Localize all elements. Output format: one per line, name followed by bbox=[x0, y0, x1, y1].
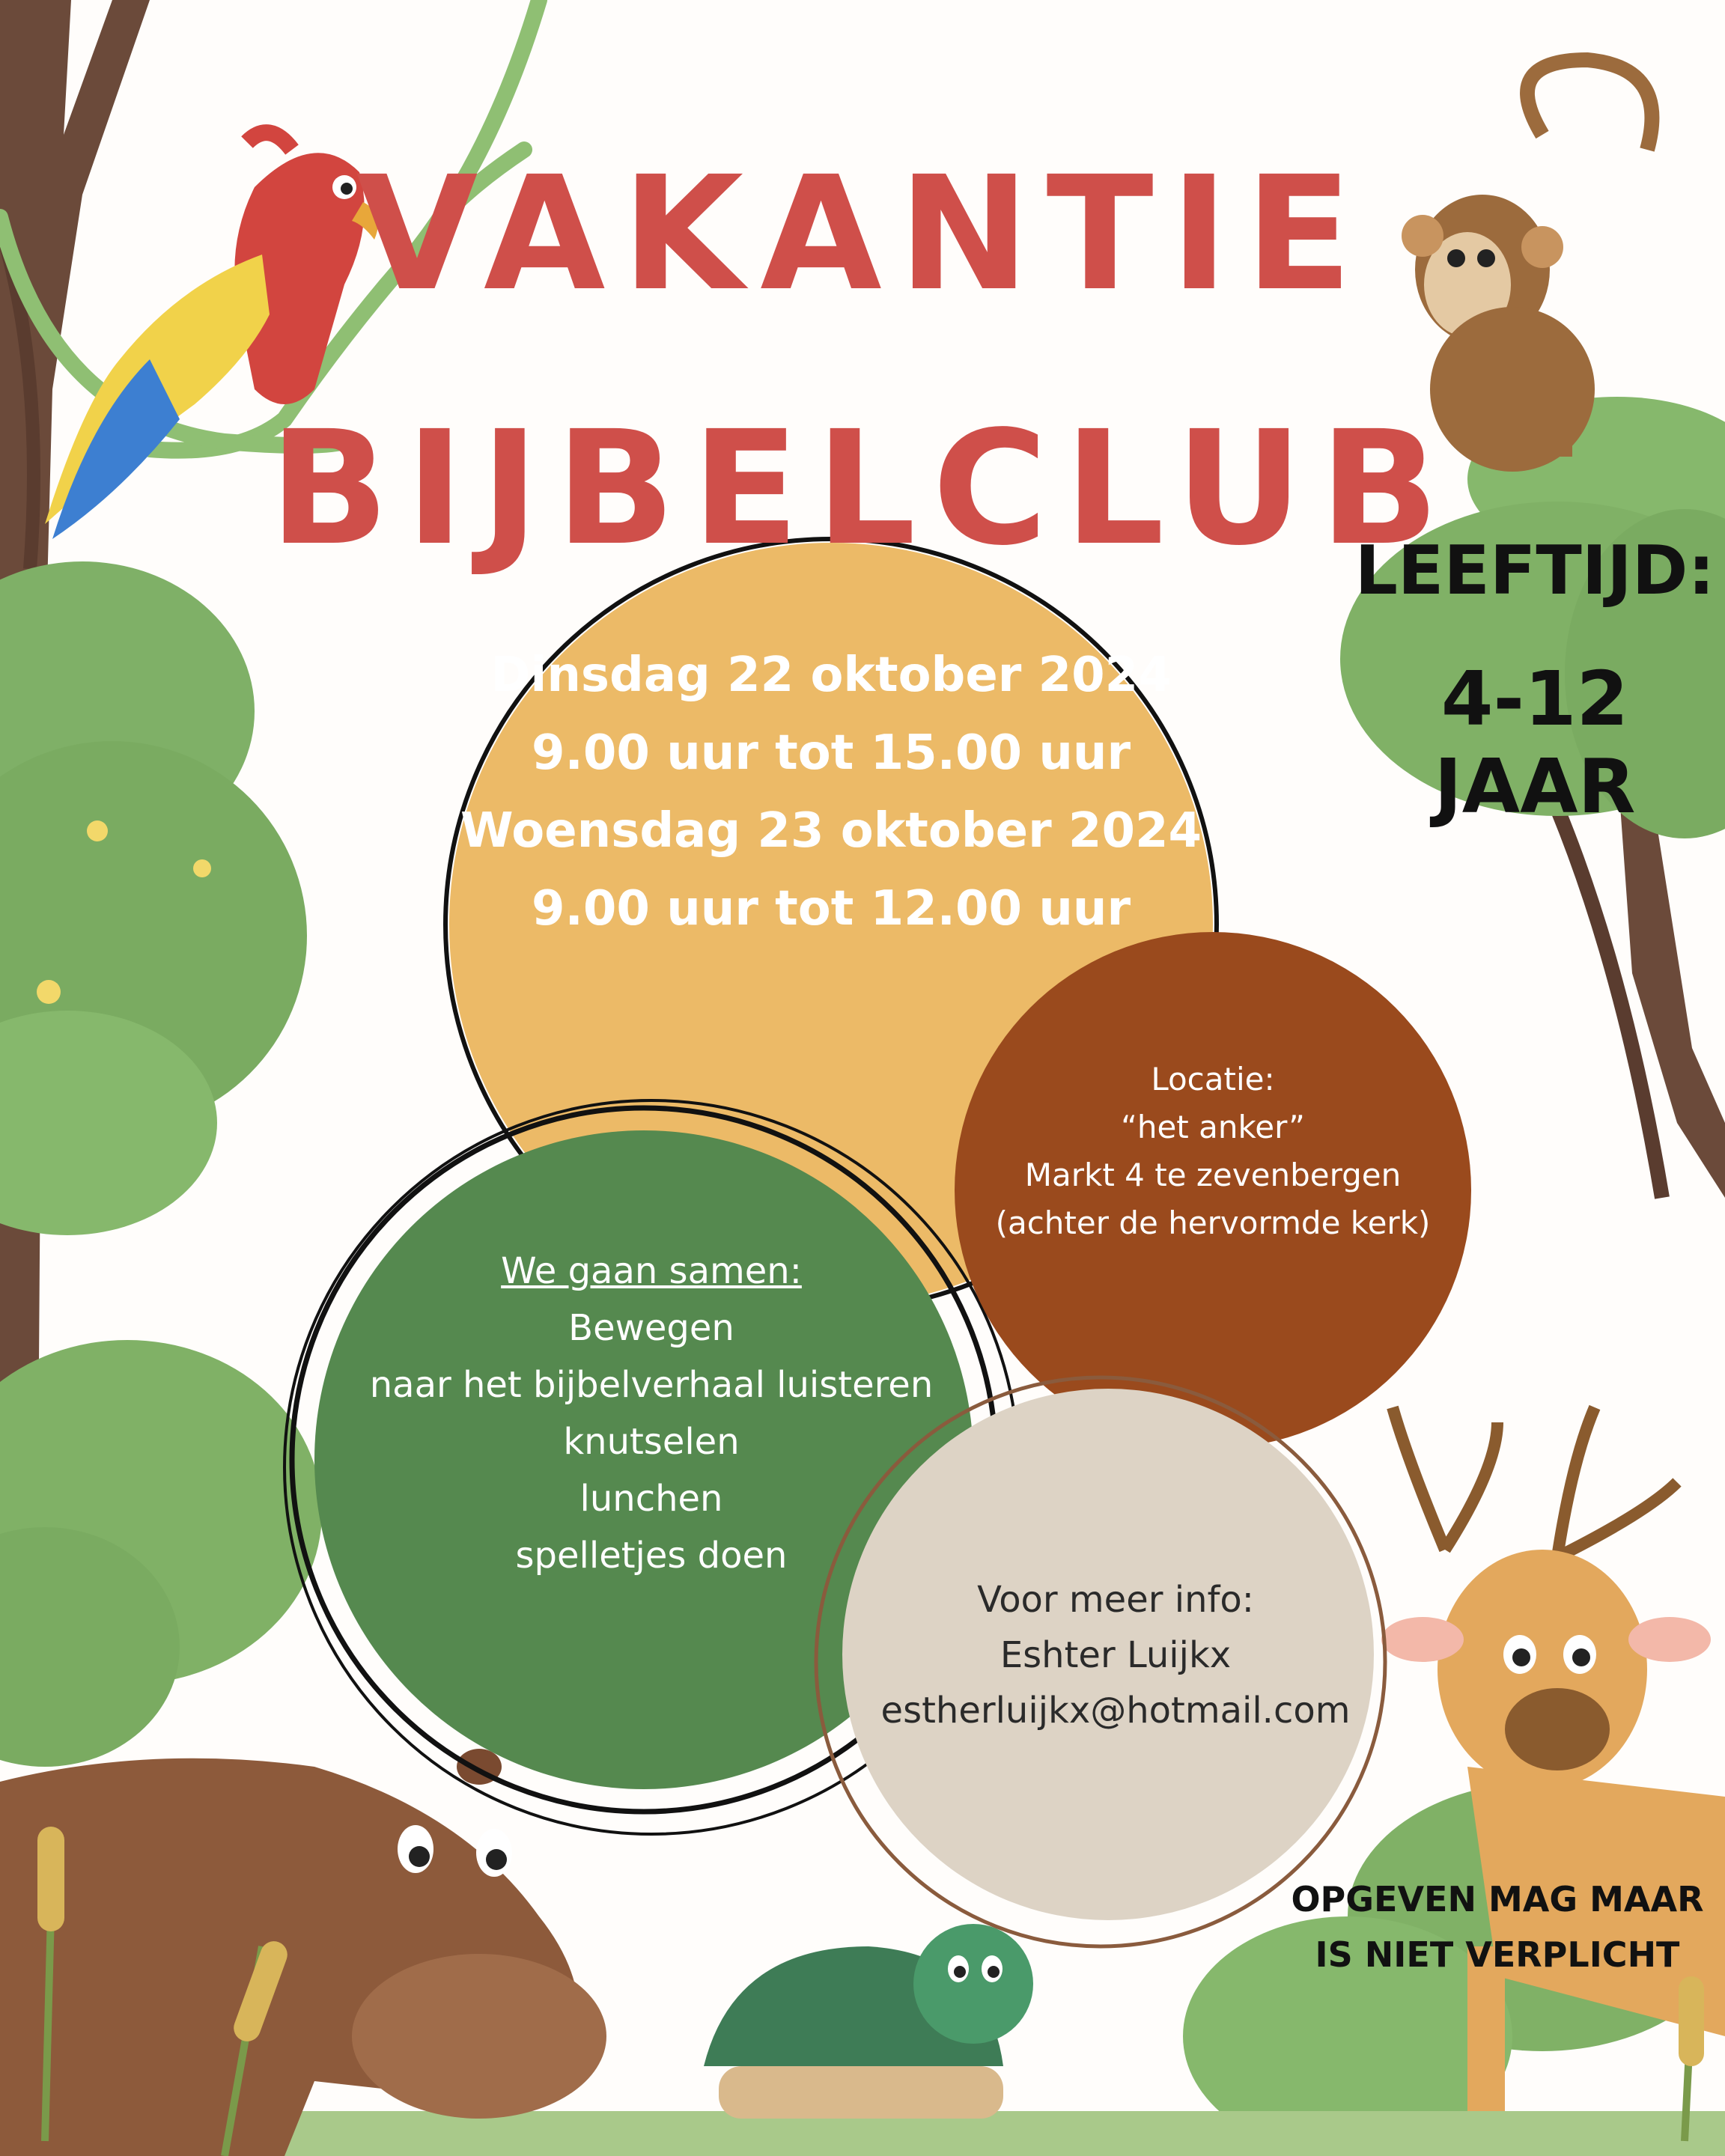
day1-date: Dinsdag 22 oktober 2024 bbox=[490, 648, 1172, 703]
day2-date: Woensdag 23 oktober 2024 bbox=[460, 803, 1202, 859]
day2-time: 9.00 uur tot 12.00 uur bbox=[532, 881, 1131, 937]
day1-time: 9.00 uur tot 15.00 uur bbox=[532, 725, 1131, 781]
turtle-illustration bbox=[704, 1924, 1033, 2119]
activity-item: knutselen bbox=[563, 1421, 740, 1463]
activities-heading: We gaan samen: bbox=[501, 1250, 802, 1292]
activity-item: lunchen bbox=[579, 1478, 723, 1520]
hippo-illustration bbox=[0, 1749, 606, 2156]
contact-email[interactable]: estherluijkx@hotmail.com bbox=[880, 1690, 1351, 1732]
signup-line-1: OPGEVEN MAG MAAR bbox=[1291, 1879, 1704, 1919]
location-name: “het anker” bbox=[1121, 1109, 1305, 1145]
contact-text bbox=[824, 1572, 1408, 1738]
location-note: (achter de hervormde kerk) bbox=[995, 1205, 1431, 1241]
contact-heading: Voor meer info: bbox=[977, 1579, 1254, 1621]
left-bushes bbox=[0, 561, 322, 1767]
location-label: Locatie: bbox=[1151, 1061, 1275, 1097]
location-text bbox=[958, 1056, 1467, 1247]
activities-text bbox=[314, 1243, 988, 1584]
age-label: LEEFTIJD: bbox=[1354, 532, 1715, 610]
activity-item: Bewegen bbox=[568, 1307, 734, 1349]
signup-note bbox=[1288, 1872, 1707, 1982]
contact-name: Eshter Luijkx bbox=[1000, 1634, 1232, 1676]
age-value: 4-12 JAAR bbox=[1434, 655, 1636, 830]
schedule-text bbox=[449, 636, 1213, 948]
activity-item: naar het bijbelverhaal luisteren bbox=[369, 1364, 934, 1406]
signup-line-2: IS NIET VERPLICHT bbox=[1315, 1934, 1680, 1975]
title-line-2: BIJBELCLUB bbox=[269, 397, 1456, 580]
activity-item: spelletjes doen bbox=[515, 1535, 788, 1577]
title-line-1: VAKANTIE bbox=[356, 142, 1369, 326]
location-address: Markt 4 te zevenbergen bbox=[1024, 1157, 1402, 1193]
